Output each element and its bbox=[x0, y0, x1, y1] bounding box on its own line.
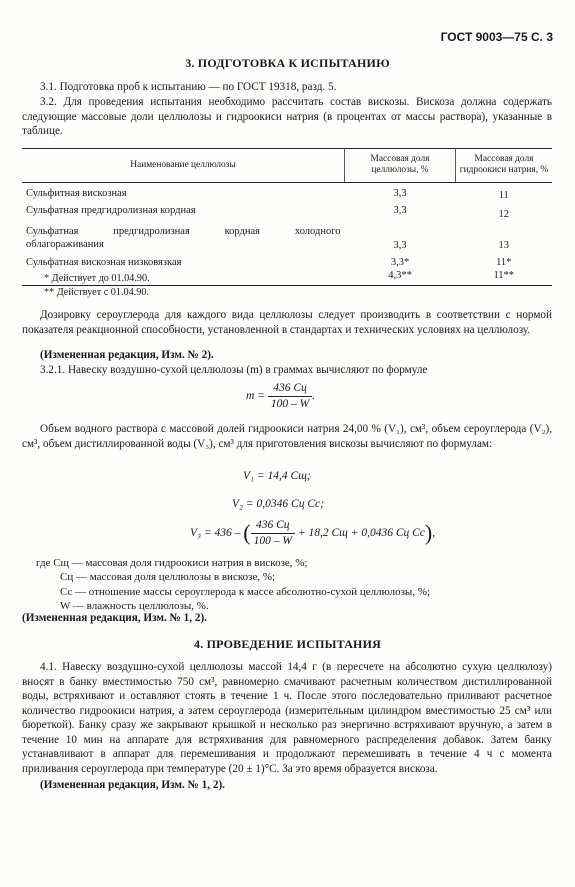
footnote: ** Действует с 01.04.90. bbox=[44, 287, 149, 298]
table-row: Сульфатная вискозная низковязкая 3,3* 4,3** 11* 11** bbox=[22, 252, 552, 286]
formula-v3: V₃ = 436 – ( $\frac{436 Cц}{100 - W}$ + 18,2 Cщ + 0,0436 Cц Cс), bbox=[190, 519, 436, 547]
paragraph-volumes: Объем водного раствора с массовой долей гидроокиси натрия 24,00 % (V₁), см³, объем сероуглерода (V₂), см³, объем дистиллированной воды (V₃), см³ для приготовления вискозы вычисляют по формулам: bbox=[22, 423, 552, 450]
page-header: ГОСТ 9003—75 С. 3 bbox=[440, 30, 553, 44]
paragraph-3-1: 3.1. Подготовка проб к испытанию — по ГОСТ 19318, разд. 5. bbox=[40, 81, 337, 93]
table-header-cellulose: Массовая доля целлюлозы, % bbox=[345, 149, 456, 183]
amendment-note: (Измененная редакция, Изм. № 1, 2). bbox=[22, 612, 207, 624]
variable-definitions: где Cщ — массовая доля гидроокиси натрия в вискозе, %; Cц — массовая доля целлюлозы в вискозе, %; Cс — отношение массы сероуглерода к массе абсолютно-сухой целлюлозы, %; W — влажность целлюлозы, %. bbox=[36, 557, 431, 612]
paragraph-3-2: 3.2. Для проведения испытания необходимо рассчитать состав вискозы. Вискоза должна содержать следующие массовые доли целлюлозы и гидроокиси натрия (в процентах от массы раствора), указанные в таблице. bbox=[22, 96, 552, 138]
table-row: Сульфатная предгидролизная кордная холодного облагораживания 3,3 13 bbox=[26, 225, 509, 251]
section-3-title: 3. ПОДГОТОВКА К ИСПЫТАНИЮ bbox=[185, 56, 390, 70]
paragraph-dosing: Дозировку сероуглерода для каждого вида целлюлозы следует производить в соответствии с нормой показателя реакционной способности, установленной в стандартах и технических условиях на целлюлозу. bbox=[22, 309, 552, 336]
amendment-note: (Измененная редакция, Изм. № 1, 2). bbox=[40, 779, 225, 791]
footnote: * Действует до 01.04.90. bbox=[44, 273, 150, 284]
paragraph-4-1: 4.1. Навеску воздушно-сухой целлюлозы массой 14,4 г (в пересчете на абсолютно сухую целлюлозу) вносят в банку вместимостью 750 см³, равномерно смачивают расчетным количеством дистиллированной воды, встряхивают и оставляют стоять в течение 1 ч. После этого последовательно приливают расчетное количество гидроокиси натрия, а затем сероуглерода (измерительным цилиндром вместимостью 25 см³ или бюреткой). Банку сразу же закрывают крышкой и несколько раз энергично встряхивают вручную, а затем в течение 10 мин на аппарате для встряхивания для равномерного распределения добавок. Затем банку устанавливают в аппарат для перемешивания и продолжают перемешивать в течение 4 ч с момента приливания сероуглерода при температуре (20 ± 1)°С. За это время образуется вискоза. bbox=[22, 661, 552, 775]
formula-m: m = $\frac{436 Cц}{100 - W}$ . bbox=[246, 382, 316, 410]
amendment-note: (Измененная редакция, Изм. № 2). bbox=[40, 349, 214, 361]
table-row: Сульфатная предгидролизная кордная 3,3 12 bbox=[26, 204, 509, 220]
formula-v2: V₂ = 0,0346 Cц Cс; bbox=[232, 498, 324, 510]
table-row: Сульфитная вискозная 3,3 11 bbox=[26, 187, 509, 201]
table-header-naoh: Массовая доля гидроокиси натрия, % bbox=[456, 149, 553, 183]
table-header-name: Наименование целлюлозы bbox=[22, 149, 345, 183]
formula-v1: V₁ = 14,4 Cщ; bbox=[243, 470, 311, 482]
composition-table bbox=[22, 148, 552, 286]
section-4-title: 4. ПРОВЕДЕНИЕ ИСПЫТАНИЯ bbox=[194, 637, 381, 651]
paragraph-3-2-1: 3.2.1. Навеску воздушно-сухой целлюлозы (m) в граммах вычисляют по формуле bbox=[40, 364, 428, 376]
